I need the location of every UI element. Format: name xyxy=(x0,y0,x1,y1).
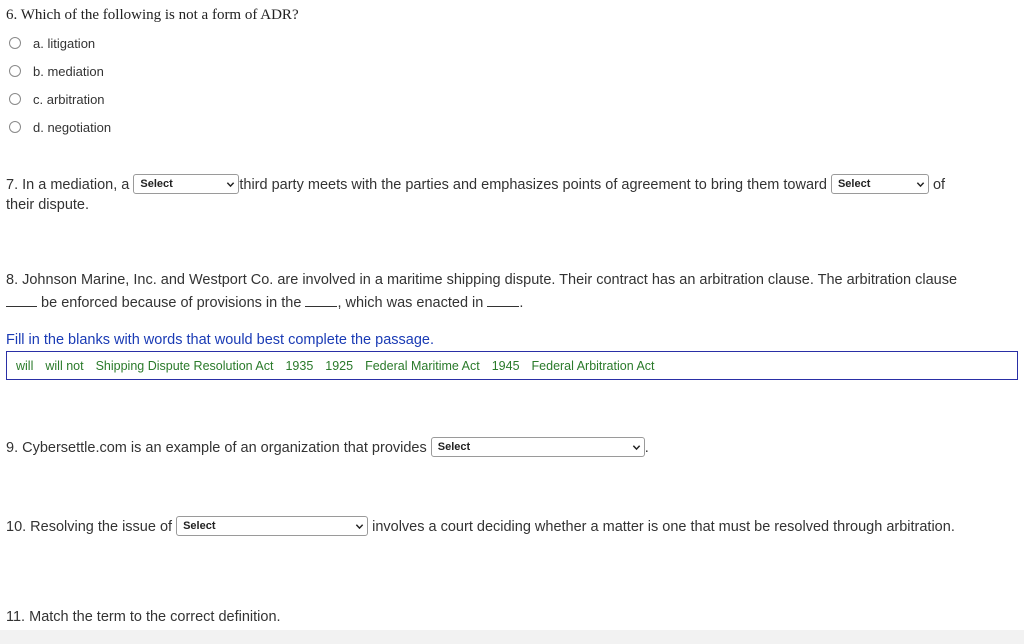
chevron-down-icon xyxy=(226,180,235,189)
q6-option-c[interactable] xyxy=(9,89,105,109)
question-10 xyxy=(6,517,955,537)
q7-text-1: 7. In a mediation, a xyxy=(6,176,130,193)
question-9 xyxy=(6,438,649,458)
word-bank-item[interactable]: 1945 xyxy=(491,358,520,373)
q7-select-1[interactable] xyxy=(133,174,239,194)
chevron-down-icon xyxy=(355,522,364,531)
q9-text-2: . xyxy=(644,439,649,456)
q7-text-2: third party meets with the parties and emphasizes points of agreement to bring them toward xyxy=(239,176,827,193)
select-value: Select xyxy=(437,441,471,453)
word-bank-item[interactable]: will not xyxy=(45,358,84,373)
q8-text-2c: . xyxy=(519,295,524,311)
word-bank-item[interactable]: Federal Maritime Act xyxy=(365,358,480,373)
q8-text-line-2 xyxy=(6,292,523,311)
chevron-down-icon xyxy=(916,180,925,189)
blank-2[interactable] xyxy=(305,292,337,307)
bottom-divider xyxy=(0,630,1024,644)
option-label: d. negotiation xyxy=(33,119,112,135)
radio-button[interactable] xyxy=(9,121,21,133)
q10-text-1: 10. Resolving the issue of xyxy=(6,518,173,535)
word-bank-item[interactable]: will xyxy=(16,358,34,373)
select-value: Select xyxy=(140,178,173,190)
radio-button[interactable] xyxy=(9,93,21,105)
question-7 xyxy=(6,175,945,195)
select-value: Select xyxy=(183,520,216,532)
q6-option-b[interactable] xyxy=(9,61,104,81)
word-bank xyxy=(6,351,1018,380)
chevron-down-icon xyxy=(632,443,641,452)
option-label: a. litigation xyxy=(33,35,96,51)
q8-text-2b: , which was enacted in xyxy=(337,295,484,311)
q7-text-3: of xyxy=(932,176,946,193)
radio-button[interactable] xyxy=(9,65,21,77)
q10-select[interactable] xyxy=(176,516,368,536)
q6-option-a[interactable] xyxy=(9,33,95,53)
q8-text-2a: be enforced because of provisions in the xyxy=(41,295,302,311)
question-6-title: 6. Which of the following is not a form of ADR? xyxy=(6,7,299,23)
q8-text-line-1: 8. Johnson Marine, Inc. and Westport Co. are involved in a maritime shipping dispute. Their contract has an arbitration clause. The arbitration clause xyxy=(6,272,958,288)
word-bank-instruction: Fill in the blanks with words that would best complete the passage. xyxy=(6,332,434,348)
blank-1[interactable] xyxy=(6,292,37,307)
select-value: Select xyxy=(837,178,871,190)
q9-select[interactable] xyxy=(431,437,645,457)
word-bank-item[interactable]: 1935 xyxy=(285,358,314,373)
word-bank-item[interactable]: Shipping Dispute Resolution Act xyxy=(95,358,274,373)
option-label: c. arbitration xyxy=(33,91,105,107)
option-label: b. mediation xyxy=(33,63,104,79)
q7-text-4: their dispute. xyxy=(6,197,90,213)
q6-option-d[interactable] xyxy=(9,117,111,137)
q10-text-2: involves a court deciding whether a matter is one that must be resolved through arbitration. xyxy=(372,518,955,535)
blank-3[interactable] xyxy=(487,292,519,307)
q7-select-2[interactable] xyxy=(831,174,929,194)
word-bank-item[interactable]: Federal Arbitration Act xyxy=(531,358,655,373)
radio-button[interactable] xyxy=(9,37,21,49)
word-bank-item[interactable]: 1925 xyxy=(325,358,354,373)
q9-text-1: 9. Cybersettle.com is an example of an organization that provides xyxy=(6,439,427,456)
question-11-title: 11. Match the term to the correct definition. xyxy=(6,609,281,625)
